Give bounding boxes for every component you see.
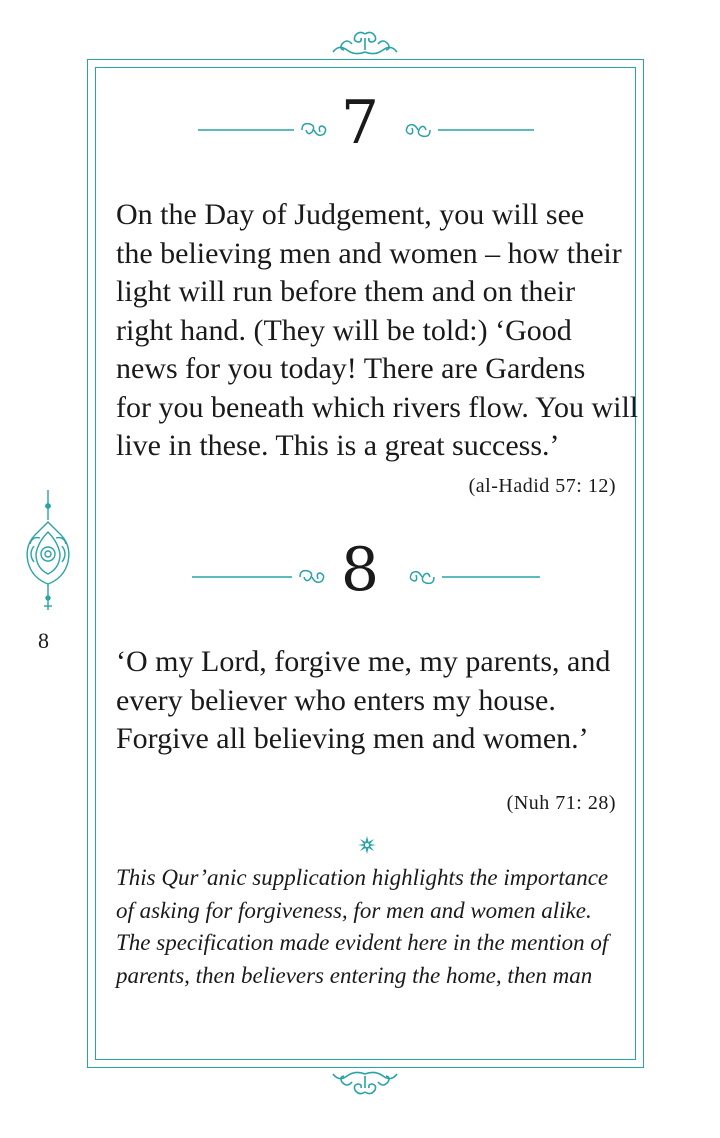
- verse-line: right hand. (They will be told:) ‘Good: [116, 313, 572, 347]
- verse-line: every believer who enters my house.: [116, 683, 556, 717]
- verse-text: [116, 196, 639, 466]
- page-number: 8: [38, 628, 49, 653]
- verse-reference: (Nuh 71: 28): [506, 792, 616, 814]
- commentary-line: The specification made evident here in the mention of: [116, 930, 609, 955]
- verse-reference: (al-Hadid 57: 12): [468, 475, 616, 497]
- commentary-line: parents, then believers entering the home, then man: [116, 962, 593, 988]
- verse-line: light will run before them and on their: [116, 275, 576, 308]
- commentary-line: This Qur’anic supplication highlights the importance: [116, 865, 609, 890]
- entry-number: 7: [340, 88, 380, 158]
- verse-line: the believing men and women – how their: [116, 236, 622, 270]
- commentary-text: [116, 862, 636, 992]
- top-scroll-ornament-icon: [330, 28, 400, 58]
- bottom-scroll-ornament-icon: [330, 1068, 400, 1098]
- verse-line: ‘O my Lord, forgive me, my parents, and: [116, 645, 611, 678]
- verse-line: On the Day of Judgement, you will see: [116, 198, 585, 231]
- star-icon: [358, 836, 376, 854]
- verse-line: for you beneath which rivers flow. You will: [116, 390, 639, 424]
- verse-text: [116, 643, 636, 759]
- entry-number: 8: [340, 535, 380, 605]
- verse-line: Forgive all believing men and women.’: [116, 722, 589, 755]
- commentary-line: of asking for forgiveness, for men and women alike.: [116, 897, 592, 923]
- verse-line: live in these. This is a great success.’: [116, 429, 560, 462]
- verse-line: news for you today! There are Gardens: [116, 352, 586, 385]
